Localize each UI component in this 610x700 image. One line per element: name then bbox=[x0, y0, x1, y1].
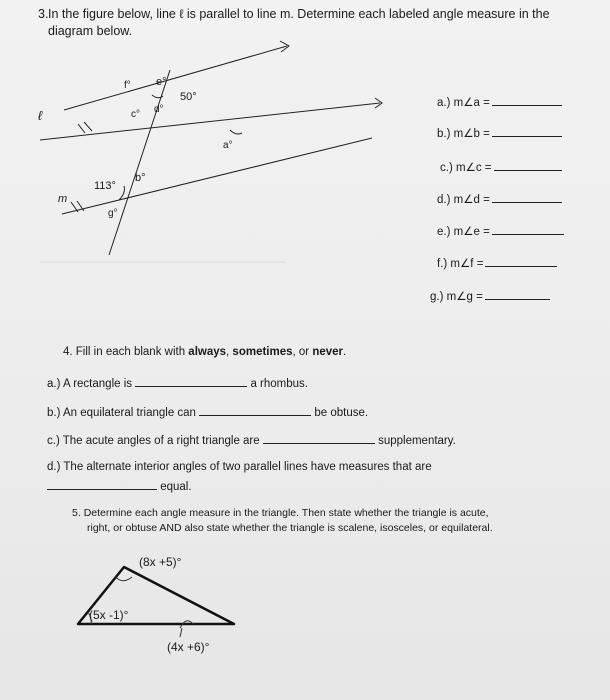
question-4a-end: a rhombus. bbox=[250, 378, 308, 390]
label-f: f° bbox=[124, 80, 131, 91]
question-3-number: 3. bbox=[38, 7, 49, 21]
question-5-line2: right, or obtuse AND also state whether the triangle is scalene, isosceles, or equilateral. bbox=[87, 522, 493, 534]
question-4-end: . bbox=[343, 346, 347, 358]
question-3-text: In the figure below, line ℓ is parallel to line m. Determine each labeled angle measure in the diagram below. bbox=[48, 7, 550, 38]
option-never: never bbox=[312, 346, 344, 358]
option-always: always bbox=[188, 346, 227, 358]
question-4b-end: be obtuse. bbox=[314, 407, 369, 419]
label-e: e° bbox=[156, 76, 167, 88]
question-4c-end: supplementary. bbox=[378, 435, 456, 447]
triangle-right-angle: (4x +6)° bbox=[167, 640, 210, 654]
answer-f-label: f.) m∠f = bbox=[437, 258, 484, 270]
arc-right-leader bbox=[180, 628, 182, 637]
answer-c-label: c.) m∠c = bbox=[440, 162, 492, 174]
triangle-top-angle: (8x +5)° bbox=[139, 555, 182, 569]
answer-a-label: a.) m∠a = bbox=[437, 97, 490, 109]
question-4b-text: b.) An equilateral triangle can bbox=[47, 407, 196, 419]
question-4-sep1: , bbox=[226, 346, 233, 358]
label-50: 50° bbox=[180, 91, 197, 103]
question-4c-text: c.) The acute angles of a right triangle are bbox=[47, 435, 260, 447]
label-a: a° bbox=[223, 140, 233, 151]
question-4a-text: a.) A rectangle is bbox=[47, 378, 133, 390]
answer-e-label: e.) m∠e = bbox=[437, 226, 490, 238]
option-sometimes: sometimes bbox=[232, 346, 293, 358]
answer-g-label: g.) m∠g = bbox=[430, 291, 483, 303]
label-line-l: ℓ bbox=[38, 108, 43, 123]
question-5-number: 5. bbox=[72, 507, 81, 519]
question-4d-end: equal. bbox=[160, 481, 192, 493]
question-4-sep2: , or bbox=[292, 346, 313, 358]
question-4-prefix: 4. Fill in each blank with bbox=[63, 346, 189, 358]
answer-b-label: b.) m∠b = bbox=[437, 128, 490, 140]
label-b: b° bbox=[135, 172, 146, 184]
triangle-left-angle: (5x -1)° bbox=[89, 608, 129, 622]
question-5-line1: Determine each angle measure in the triangle. Then state whether the triangle is acute, bbox=[83, 507, 489, 519]
question-4d-text: d.) The alternate interior angles of two parallel lines have measures that are bbox=[47, 461, 432, 473]
label-g: g° bbox=[108, 208, 118, 219]
label-line-m: m bbox=[58, 193, 68, 205]
label-113: 113° bbox=[94, 180, 116, 192]
label-c: c° bbox=[131, 109, 140, 120]
answer-d-label: d.) m∠d = bbox=[437, 194, 490, 206]
label-d: d° bbox=[154, 104, 164, 115]
